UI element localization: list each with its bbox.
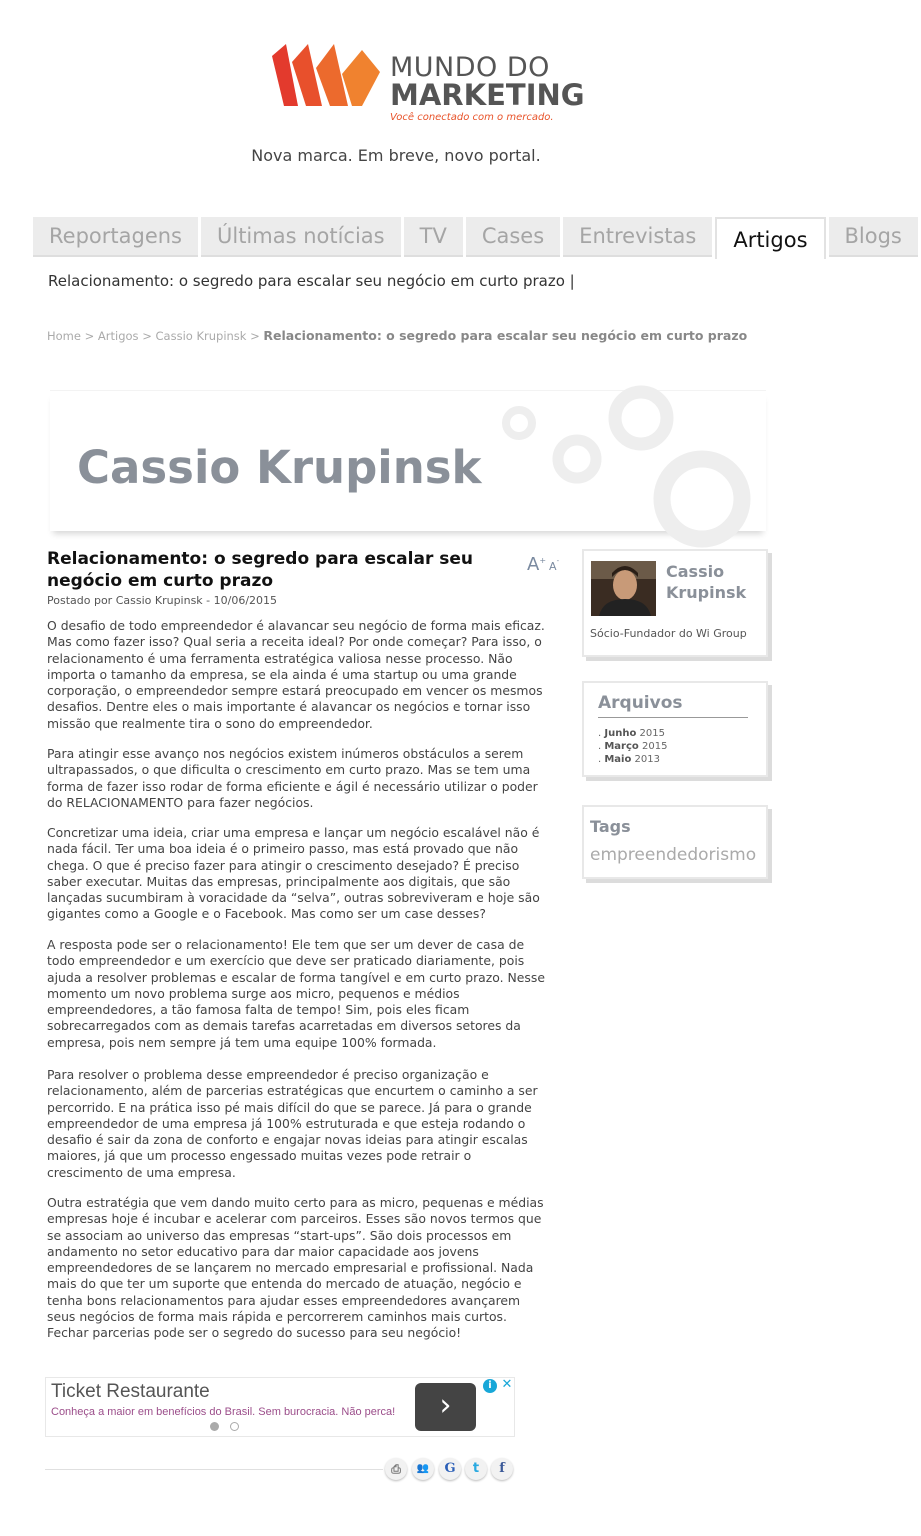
nav-tab-ultimas-noticias[interactable]: Últimas notícias bbox=[201, 217, 401, 257]
brand-slogan: Você conectado com o mercado. bbox=[390, 112, 554, 123]
breadcrumb bbox=[47, 328, 747, 343]
banner-author-name: Cassio Krupinsk bbox=[77, 441, 482, 494]
breadcrumb-current: Relacionamento: o segredo para escalar seu negócio em curto prazo bbox=[263, 328, 748, 343]
facebook-icon[interactable]: f bbox=[491, 1458, 513, 1480]
header-tagline: Nova marca. Em breve, novo portal. bbox=[251, 146, 541, 165]
breadcrumb-separator: > bbox=[250, 329, 260, 343]
nav-tab-reportagens[interactable]: Reportagens bbox=[33, 217, 198, 257]
archives-divider bbox=[598, 717, 748, 718]
article-paragraph: Para atingir esse avanço nos negócios existem inúmeros obstáculos a serem ultrapassados, o que dificulta o crescimento em curto prazo. Mas se tem uma forma de fazer isso rodar de forma eficiente e ágil é necessário utilizar o poder do RELACIONAMENTO para fazer negócios. bbox=[47, 746, 538, 810]
author-banner bbox=[50, 390, 766, 531]
nav-tab-cases[interactable]: Cases bbox=[466, 217, 560, 257]
article-title: Relacionamento: o segredo para escalar seu negócio em curto prazo bbox=[47, 549, 474, 591]
twitter-icon[interactable]: t bbox=[465, 1458, 487, 1480]
carousel-dot-active[interactable] bbox=[210, 1422, 219, 1431]
archive-item[interactable]: . Março 2015 bbox=[598, 741, 668, 752]
tag-link[interactable]: empreendedorismo bbox=[590, 845, 757, 865]
article-paragraph: Outra estratégia que vem dando muito certo para as micro, pequenas e médias empresas hoje é incubar e acelerar com parceiros. Esses são novos termos que se associam ao universo das empresas “start-ups”. São dois processos em andamento no setor educativo para dar maior capacidade aos jovens empreendedores de se lançarem no mercado empresarial e profissional. Nada mais do que ter um suporte que entenda do mercado de atuação, negócio e tenha bons relacionamentos para ajudar esses empreendedores avançarem seus negócios de forma mais rápida e percorrerem caminhos mais curtos. Fechar parcerias pode ser o segredo do sucesso para seu negócio! bbox=[47, 1195, 544, 1341]
article-paragraph: O desafio de todo empreendedor é alavancar seu negócio de forma mais eficaz. Mas como fazer isso? Qual seria a receita ideal? Por onde começar? Para isso, o relacionamento é uma ferramenta estratégica valiosa nesse processo. Não importa o tamanho da empresa, se ela ainda é uma startup ou uma grande corporação, o empreendedor sempre estará preocupado em vencer os mesmos desafios. Dentre eles o mais importante é alavancar os negócios e tornar isso missão que realmente tira o sono do empreendedor. bbox=[47, 618, 545, 731]
carousel-dot[interactable] bbox=[230, 1422, 239, 1431]
author-name[interactable]: Cassio Krupinsk bbox=[666, 562, 747, 602]
site-logo[interactable] bbox=[272, 42, 585, 132]
breadcrumb-artigos[interactable]: Artigos bbox=[97, 329, 139, 343]
breadcrumb-author[interactable]: Cassio Krupinsk bbox=[155, 329, 247, 343]
logo-mark-icon bbox=[272, 42, 382, 108]
ad-info-icon[interactable]: i bbox=[483, 1379, 497, 1393]
brand-line-1: MUNDO DO bbox=[390, 52, 550, 83]
news-ticker[interactable]: Relacionamento: o segredo para escalar seu negócio em curto prazo | bbox=[48, 272, 575, 290]
article-meta: Postado por Cassio Krupinsk - 10/06/2015 bbox=[47, 594, 278, 607]
author-role: Sócio-Fundador do Wi Group bbox=[590, 627, 747, 640]
archive-item[interactable]: . Maio 2013 bbox=[598, 754, 660, 765]
decorative-circles-icon bbox=[490, 391, 766, 531]
community-icon[interactable]: 👥 bbox=[412, 1458, 434, 1480]
font-decrease-button[interactable]: A bbox=[549, 560, 557, 573]
nav-tab-entrevistas[interactable]: Entrevistas bbox=[563, 217, 712, 257]
font-size-controls: A+ A- bbox=[527, 554, 560, 575]
brand-line-2: MARKETING bbox=[390, 78, 585, 112]
breadcrumb-home[interactable]: Home bbox=[47, 329, 81, 343]
share-divider bbox=[45, 1469, 383, 1470]
main-nav bbox=[33, 217, 902, 257]
breadcrumb-separator: > bbox=[142, 329, 152, 343]
article-paragraph: Para resolver o problema desse empreendedor é preciso organização e relacionamento, além de parcerias estratégicas que encurtem o caminho a ser percorrido. E na prática isso pé mais difícil do que se parece. Já para o grande empreendedor de uma empresa já 100% estruturada e que esteja rodando o desafio é sair da zona de conforto e engajar novas ideias para atingir escalas maiores, já que um processo engessado muitas vezes pode retrair o crescimento de uma empresa. bbox=[47, 1067, 538, 1180]
print-icon[interactable]: ⎙ bbox=[385, 1458, 407, 1480]
archives-box bbox=[582, 681, 768, 777]
ad-title[interactable]: Ticket Restaurante bbox=[51, 1381, 210, 1402]
nav-tab-blogs[interactable]: Blogs bbox=[829, 217, 918, 257]
google-icon[interactable]: G bbox=[439, 1458, 461, 1480]
article-paragraph: Concretizar uma ideia, criar uma empresa e lançar um negócio escalável não é nada fácil. Ter uma boa ideia é o primeiro passo, mas está provado que não chega. O que é preciso fazer para atingir o crescimento desejado? É preciso saber executar. Muitas das empresas, principalmente aos digitais, que são lançadas sucumbiram à voracidade da “selva”, outras sobreviveram e hoje são gigantes como a Google e o Facebook. Mas como ser um case desses? bbox=[47, 825, 540, 922]
article-paragraph: A resposta pode ser o relacionamento! Ele tem que ser um dever de casa de todo empreendedor e um exercício que deve ser praticado diariamente, pois ajuda a resolver problemas e escalar de forma tangível e em curto prazo. Nesse momento um novo problema surge aos micro, pequenos e médios empreendedores, a tão famosa falta de tempo! Sim, pois eles ficam sobrecarregados com as demais tarefas acarretadas em diversos setores da empresa, pois nem sempre já tem uma equipe 100% formada. bbox=[47, 937, 545, 1050]
nav-tab-artigos[interactable]: Artigos bbox=[715, 217, 825, 259]
author-card bbox=[582, 549, 768, 657]
author-avatar-icon bbox=[591, 561, 656, 616]
ad-banner[interactable] bbox=[45, 1377, 515, 1437]
tags-title: Tags bbox=[590, 817, 631, 836]
breadcrumb-separator: > bbox=[84, 329, 95, 343]
ad-close-icon[interactable]: ✕ bbox=[501, 1377, 513, 1392]
author-photo[interactable] bbox=[591, 561, 656, 616]
archive-item[interactable]: . Junho 2015 bbox=[598, 728, 665, 739]
ad-description[interactable]: Conheça a maior em benefícios do Brasil. Sem burocracia. Não perca! bbox=[51, 1406, 396, 1418]
nav-tab-tv[interactable]: TV bbox=[404, 217, 463, 257]
font-increase-button[interactable]: A bbox=[527, 554, 540, 575]
archives-title: Arquivos bbox=[598, 693, 683, 713]
tags-box bbox=[582, 805, 768, 879]
ad-arrow-button[interactable]: › bbox=[415, 1383, 476, 1431]
